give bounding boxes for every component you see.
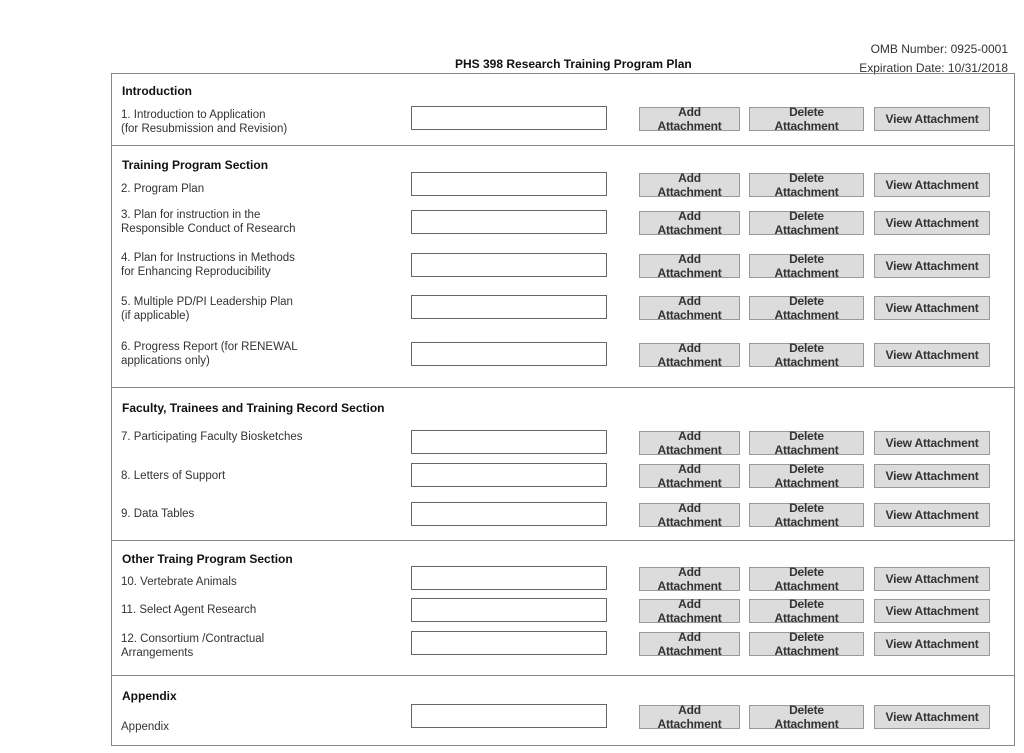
field-label-line: Arrangements — [121, 647, 194, 659]
view-attachment-button[interactable]: View Attachment — [874, 343, 990, 367]
field-label-line: 10. Vertebrate Animals — [121, 576, 237, 588]
delete-attachment-button[interactable]: Delete Attachment — [749, 632, 864, 656]
field-label-line: 2. Program Plan — [121, 183, 205, 195]
field-label — [121, 603, 256, 617]
expiration-date: Expiration Date: 10/31/2018 — [859, 61, 1008, 75]
field-label-line: 3. Plan for instruction in the — [121, 209, 261, 221]
section-heading: Introduction — [122, 84, 192, 98]
add-attachment-button[interactable]: Add Attachment — [639, 632, 740, 656]
field-label-line: 1. Introduction to Application — [121, 109, 266, 121]
add-attachment-button[interactable]: Add Attachment — [639, 107, 740, 131]
field-label-line: 9. Data Tables — [121, 508, 195, 520]
field-label-line: applications only) — [121, 355, 210, 367]
delete-attachment-button[interactable]: Delete Attachment — [749, 464, 864, 488]
add-attachment-button[interactable]: Add Attachment — [639, 343, 740, 367]
view-attachment-button[interactable]: View Attachment — [874, 705, 990, 729]
attachment-filename-field[interactable] — [411, 704, 607, 728]
delete-attachment-button[interactable]: Delete Attachment — [749, 173, 864, 197]
attachment-filename-field[interactable] — [411, 631, 607, 655]
add-attachment-button[interactable]: Add Attachment — [639, 173, 740, 197]
add-attachment-button[interactable]: Add Attachment — [639, 705, 740, 729]
delete-attachment-button[interactable]: Delete Attachment — [749, 567, 864, 591]
attachment-filename-field[interactable] — [411, 566, 607, 590]
delete-attachment-button[interactable]: Delete Attachment — [749, 705, 864, 729]
view-attachment-button[interactable]: View Attachment — [874, 464, 990, 488]
attachment-filename-field[interactable] — [411, 430, 607, 454]
field-label — [121, 720, 169, 734]
field-label — [121, 108, 287, 136]
field-label-line: 12. Consortium /Contractual — [121, 633, 265, 645]
view-attachment-button[interactable]: View Attachment — [874, 296, 990, 320]
delete-attachment-button[interactable]: Delete Attachment — [749, 254, 864, 278]
section-heading: Appendix — [122, 689, 177, 703]
field-label-line: 11. Select Agent Research — [121, 604, 257, 616]
add-attachment-button[interactable]: Add Attachment — [639, 211, 740, 235]
field-label — [121, 340, 298, 368]
field-label — [121, 182, 204, 196]
field-label — [121, 632, 264, 660]
attachment-filename-field[interactable] — [411, 172, 607, 196]
view-attachment-button[interactable]: View Attachment — [874, 211, 990, 235]
delete-attachment-button[interactable]: Delete Attachment — [749, 296, 864, 320]
field-label — [121, 575, 237, 589]
field-label — [121, 469, 225, 483]
field-label-line: Responsible Conduct of Research — [121, 223, 296, 235]
field-label-line: 4. Plan for Instructions in Methods — [121, 252, 295, 264]
field-label-line: for Enhancing Reproducibility — [121, 266, 271, 278]
delete-attachment-button[interactable]: Delete Attachment — [749, 431, 864, 455]
delete-attachment-button[interactable]: Delete Attachment — [749, 343, 864, 367]
attachment-filename-field[interactable] — [411, 210, 607, 234]
add-attachment-button[interactable]: Add Attachment — [639, 254, 740, 278]
attachment-filename-field[interactable] — [411, 502, 607, 526]
add-attachment-button[interactable]: Add Attachment — [639, 567, 740, 591]
view-attachment-button[interactable]: View Attachment — [874, 107, 990, 131]
add-attachment-button[interactable]: Add Attachment — [639, 464, 740, 488]
field-label — [121, 251, 295, 279]
attachment-filename-field[interactable] — [411, 295, 607, 319]
attachment-filename-field[interactable] — [411, 598, 607, 622]
add-attachment-button[interactable]: Add Attachment — [639, 503, 740, 527]
section-heading: Other Traing Program Section — [122, 552, 293, 566]
field-label-line: 7. Participating Faculty Biosketches — [121, 431, 303, 443]
delete-attachment-button[interactable]: Delete Attachment — [749, 599, 864, 623]
omb-number: OMB Number: 0925-0001 — [870, 42, 1008, 56]
attachment-filename-field[interactable] — [411, 463, 607, 487]
field-label-line: Appendix — [121, 721, 169, 733]
view-attachment-button[interactable]: View Attachment — [874, 632, 990, 656]
add-attachment-button[interactable]: Add Attachment — [639, 296, 740, 320]
section-heading: Faculty, Trainees and Training Record Section — [122, 401, 385, 415]
section-heading: Training Program Section — [122, 158, 269, 172]
field-label-line: 8. Letters of Support — [121, 470, 226, 482]
page-title: PHS 398 Research Training Program Plan — [455, 57, 692, 71]
view-attachment-button[interactable]: View Attachment — [874, 431, 990, 455]
field-label-line: (if applicable) — [121, 310, 190, 322]
add-attachment-button[interactable]: Add Attachment — [639, 431, 740, 455]
field-label-line: 6. Progress Report (for RENEWAL — [121, 341, 298, 353]
field-label — [121, 208, 296, 236]
attachment-filename-field[interactable] — [411, 342, 607, 366]
delete-attachment-button[interactable]: Delete Attachment — [749, 503, 864, 527]
add-attachment-button[interactable]: Add Attachment — [639, 599, 740, 623]
delete-attachment-button[interactable]: Delete Attachment — [749, 107, 864, 131]
view-attachment-button[interactable]: View Attachment — [874, 567, 990, 591]
view-attachment-button[interactable]: View Attachment — [874, 254, 990, 278]
view-attachment-button[interactable]: View Attachment — [874, 503, 990, 527]
delete-attachment-button[interactable]: Delete Attachment — [749, 211, 864, 235]
field-label — [121, 430, 303, 444]
view-attachment-button[interactable]: View Attachment — [874, 173, 990, 197]
attachment-filename-field[interactable] — [411, 253, 607, 277]
attachment-filename-field[interactable] — [411, 106, 607, 130]
field-label-line: 5. Multiple PD/PI Leadership Plan — [121, 296, 293, 308]
field-label — [121, 507, 194, 521]
field-label-line: (for Resubmission and Revision) — [121, 123, 288, 135]
view-attachment-button[interactable]: View Attachment — [874, 599, 990, 623]
field-label — [121, 295, 293, 323]
